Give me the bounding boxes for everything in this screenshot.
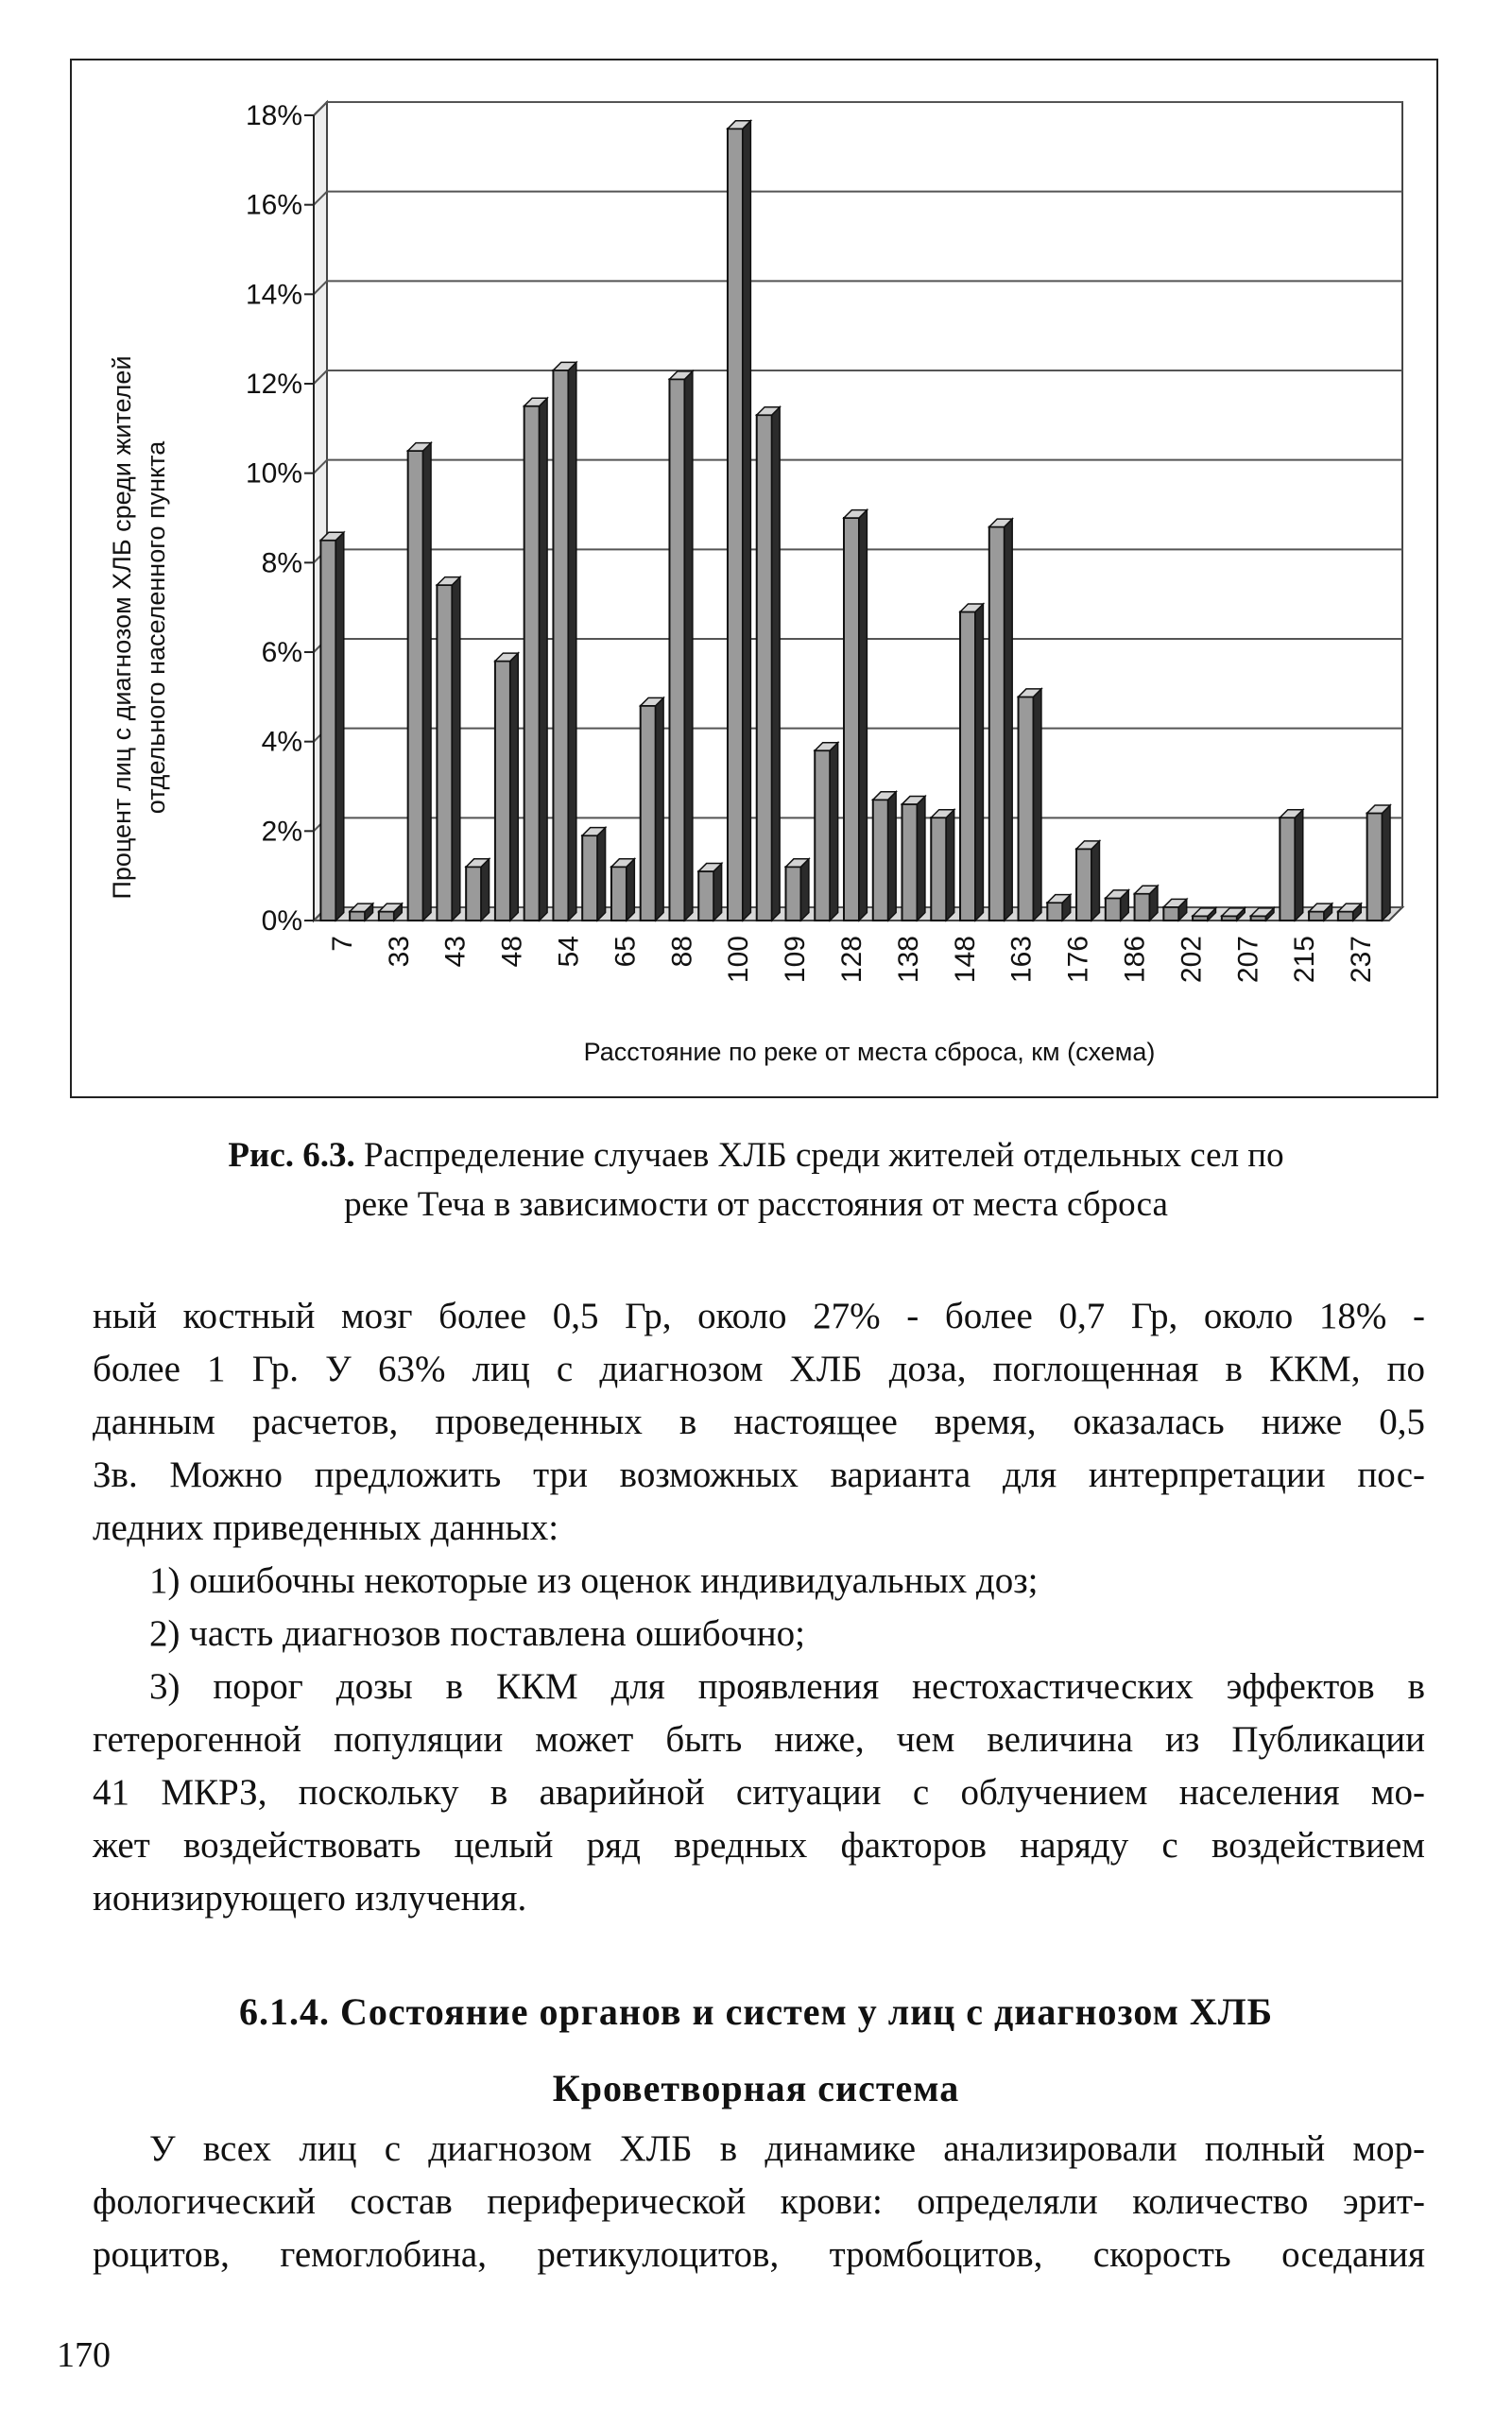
bar: [466, 859, 489, 921]
bar: [320, 532, 343, 921]
x-tick-label: 163: [1005, 936, 1038, 984]
bar-front: [989, 526, 1005, 921]
figure-caption-line2: [0, 1181, 1512, 1229]
bar-front: [728, 129, 743, 921]
bar-front: [1338, 912, 1353, 921]
bar-front: [1280, 818, 1295, 921]
bar-front: [1135, 894, 1150, 921]
bar-front: [553, 370, 568, 921]
bar-front: [350, 912, 365, 921]
bar: [524, 398, 547, 921]
paragraph-line: Зв. Можно предложить три возможных варианта для интерпретации пос-: [93, 1455, 1425, 1495]
bar-side: [597, 828, 605, 921]
x-tick-label: 109: [780, 936, 812, 984]
paragraph-line: жет воздействовать целый ряд вредных факторов наряду с воздействием: [93, 1825, 1425, 1866]
bar-side: [800, 859, 808, 921]
bar: [1047, 895, 1070, 921]
bar-side: [510, 653, 518, 921]
x-tick-labels: [327, 936, 1377, 983]
x-tick-label: 202: [1176, 936, 1208, 984]
x-tick-label: 186: [1119, 936, 1151, 984]
bar-side: [859, 510, 867, 921]
bar-front: [931, 818, 946, 921]
bar-side: [1295, 810, 1302, 921]
paragraph-line: 41 МКРЗ, поскольку в аварийной ситуации с облучением населения мо-: [93, 1772, 1425, 1813]
x-tick-label: 43: [439, 936, 472, 968]
paragraph-line: гетерогенной популяции может быть ниже, чем величина из Публикации: [93, 1719, 1425, 1760]
paragraph-line: фологический состав периферической крови: определяли количество эрит-: [93, 2181, 1425, 2222]
bar-front: [1076, 849, 1091, 921]
y-axis-label: Процент лиц с диагнозом ХЛБ среди жителей: [108, 355, 136, 900]
x-tick-label: 33: [383, 936, 415, 968]
bar: [611, 859, 634, 921]
y-tick-label: 18%: [245, 100, 302, 131]
caption-line-2: реке Теча в зависимости от расстояния от места сброса: [344, 1185, 1168, 1224]
bar: [873, 792, 896, 921]
list-item: 2) часть диагнозов поставлена ошибочно;: [149, 1613, 805, 1654]
figure-caption: [0, 1132, 1512, 1179]
bar: [931, 810, 954, 921]
bar: [728, 121, 750, 921]
y-tick-label: 0%: [261, 905, 302, 937]
bar-front: [437, 585, 452, 921]
bar-front: [1367, 813, 1383, 921]
bar: [757, 407, 780, 921]
paragraph-line: ный костный мозг более 0,5 Гр, около 27% - более 0,7 Гр, около 18% -: [93, 1296, 1425, 1336]
bar: [437, 577, 459, 921]
x-tick-label: 237: [1346, 936, 1378, 984]
bar: [902, 797, 925, 921]
bar-side: [946, 810, 954, 921]
x-tick-label: 215: [1289, 936, 1321, 984]
bar-front: [524, 406, 540, 921]
bar: [641, 697, 663, 921]
list-item: 1) ошибочны некоторые из оценок индивидуальных доз;: [149, 1560, 1039, 1601]
bar-side: [568, 362, 576, 921]
y-axis-label-line2: отдельного населенного пункта: [142, 440, 170, 815]
y-tick-label: 8%: [261, 547, 302, 579]
bar-front: [466, 867, 481, 921]
bar-side: [713, 864, 721, 921]
x-tick-label: 128: [836, 936, 868, 984]
bar: [1076, 841, 1099, 921]
bar-side: [627, 859, 634, 921]
bar-side: [1034, 689, 1041, 921]
bar-front: [960, 611, 975, 921]
bar-side: [975, 604, 983, 921]
bar-front: [611, 867, 627, 921]
bar-side: [656, 697, 663, 921]
x-axis-label: Расстояние по реке от места сброса, км (схема): [583, 1038, 1156, 1066]
paragraph-line: У всех лиц с диагнозом ХЛБ в динамике анализировали полный мор-: [149, 2128, 1425, 2169]
bar-front: [379, 912, 394, 921]
bar-front: [669, 379, 684, 921]
chart-frame: [70, 59, 1438, 1098]
bar-front: [1106, 898, 1121, 921]
bar: [815, 743, 837, 921]
bar-front: [320, 541, 335, 921]
subsection-title: Кроветворная система: [552, 2067, 960, 2109]
bar-side: [684, 371, 692, 921]
y-tick-label: 4%: [261, 726, 302, 758]
x-tick-label: 138: [892, 936, 924, 984]
bar-front: [757, 415, 772, 921]
bar-side: [1091, 841, 1099, 921]
bar-front: [902, 804, 918, 921]
bar-side: [452, 577, 459, 921]
x-tick-label: 88: [666, 936, 698, 968]
x-tick-label: 207: [1232, 936, 1264, 984]
bar: [1019, 689, 1041, 921]
section-title: 6.1.4. Состояние органов и систем у лиц с диагнозом ХЛБ: [238, 1990, 1274, 2033]
bar: [553, 362, 576, 921]
bar: [960, 604, 983, 921]
y-tick-label: 10%: [245, 457, 302, 490]
bar-side: [481, 859, 489, 921]
bar-front: [815, 750, 830, 921]
bar: [989, 519, 1012, 921]
bar: [408, 443, 431, 921]
bar: [1135, 886, 1158, 921]
bar-front: [873, 800, 888, 921]
x-tick-label: 100: [723, 936, 755, 984]
bar-front: [1163, 907, 1178, 921]
bar: [698, 864, 721, 921]
bar-front: [1309, 912, 1324, 921]
bar: [582, 828, 605, 921]
bar: [844, 510, 867, 921]
paragraph-line: данным расчетов, проведенных в настоящее время, оказалась ниже 0,5: [93, 1402, 1425, 1442]
bar: [669, 371, 692, 921]
paragraph-line: роцитов, гемоглобина, ретикулоцитов, тромбоцитов, скорость оседания: [93, 2234, 1425, 2275]
paragraph-line: более 1 Гр. У 63% лиц с диагнозом ХЛБ доза, поглощенная в ККМ, по: [93, 1349, 1425, 1389]
x-tick-label: 48: [496, 936, 528, 968]
x-tick-label: 54: [553, 936, 585, 968]
y-tick-label: 12%: [245, 369, 302, 400]
bar-front: [1047, 903, 1062, 921]
bar-side: [772, 407, 780, 921]
x-tick-label: 148: [949, 936, 981, 984]
y-tick-label: 14%: [245, 279, 302, 311]
bar: [495, 653, 518, 921]
bar-front: [582, 835, 597, 921]
y-tick-labels: [246, 100, 302, 937]
bar: [1280, 810, 1302, 921]
bar-front: [844, 518, 859, 921]
bar: [1106, 890, 1128, 921]
bar-front: [698, 871, 713, 921]
bar-side: [423, 443, 431, 921]
y-tick-label: 2%: [261, 816, 302, 848]
bar: [1367, 805, 1390, 921]
y-tick-label: 6%: [261, 637, 302, 668]
bar-chart: [72, 60, 1436, 1096]
bar-side: [335, 532, 343, 921]
bar-side: [888, 792, 896, 921]
bar-front: [408, 451, 423, 921]
bar: [785, 859, 808, 921]
caption-line-1: Распределение случаев ХЛБ среди жителей отдельных сел по: [364, 1136, 1284, 1175]
paragraph-line: ионизирующего излучения.: [93, 1878, 527, 1919]
bar-front: [1019, 697, 1034, 921]
bar-front: [641, 706, 656, 921]
bar-side: [1005, 519, 1012, 921]
y-tick-label: 16%: [245, 189, 302, 221]
paragraph-line: ледних приведенных данных:: [93, 1507, 559, 1548]
bar-side: [918, 797, 925, 921]
x-tick-label: 65: [610, 936, 642, 968]
list-item: 3) порог дозы в ККМ для проявления нестохастических эффектов в: [149, 1666, 1425, 1707]
bar-side: [743, 121, 750, 921]
x-tick-label: 176: [1062, 936, 1094, 984]
bar-side: [830, 743, 837, 921]
bar-front: [495, 661, 510, 921]
bar-side: [1383, 805, 1390, 921]
bar-side: [540, 398, 547, 921]
bar-front: [785, 867, 800, 921]
page-number: 170: [57, 2335, 111, 2375]
x-tick-label: 7: [326, 936, 358, 952]
figure-label: Рис. 6.3.: [228, 1136, 355, 1175]
